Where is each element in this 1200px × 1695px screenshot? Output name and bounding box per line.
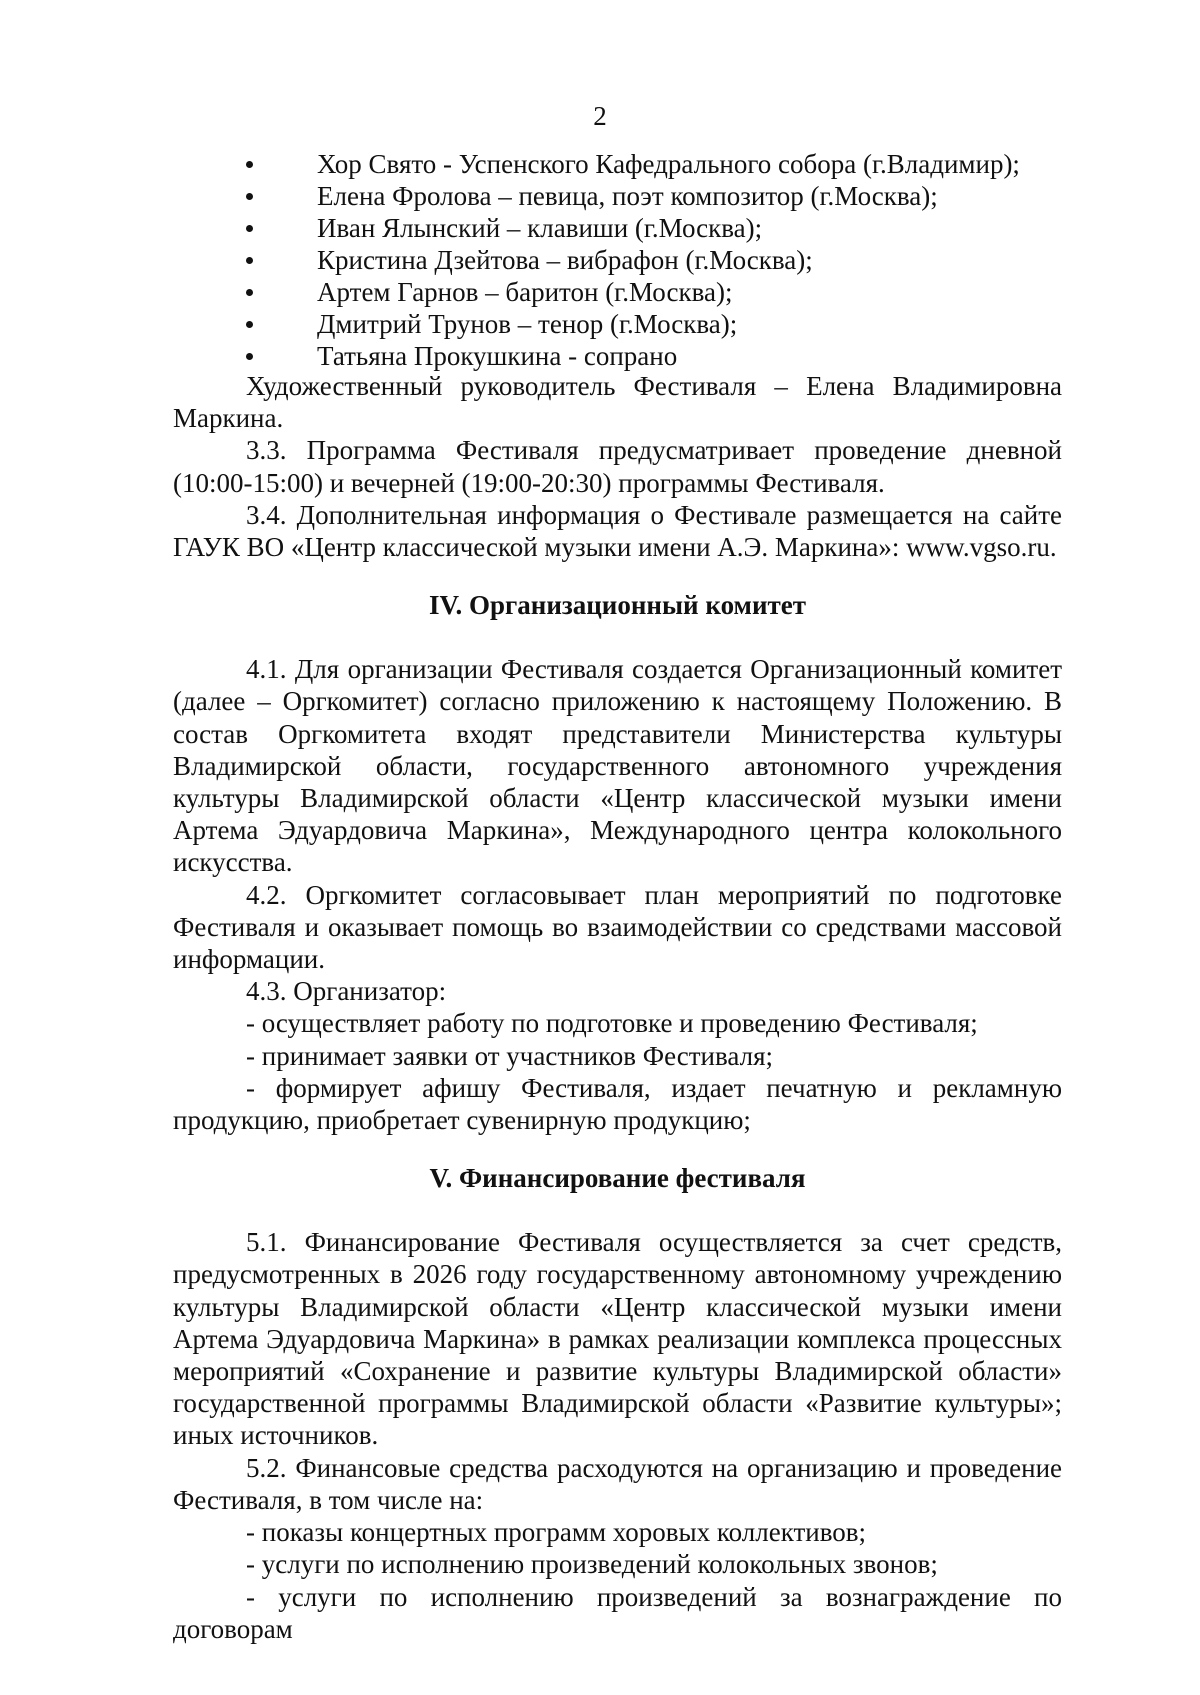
organizer-duty-item: - принимает заявки от участников Фестиваля;: [246, 1040, 774, 1071]
paragraph-3-3: 3.3. Программа Фестиваля предусматривает проведение дневной (10:00-15:00) и вечерней (19:00-20:30) программы Фестиваля.: [173, 435, 1062, 498]
expense-item: - услуги по исполнению произведений колокольных звонов;: [246, 1549, 938, 1580]
list-item: Татьяна Прокушкина - сопрано: [246, 340, 1066, 372]
paragraph-4-1: 4.1. Для организации Фестиваля создается Организационный комитет (далее – Оргкомитет) согласно приложению к настоящему Положению. В состав Оргкомитета входят представители Министерства культуры Владимирской области, государственного автономного учреждения культуры Владимирской области «Центр классической музыки имени Артема Эдуардовича Маркина», Международного центра колокольного искусства.: [173, 654, 1062, 878]
list-item: Иван Ялынский – клавиши (г.Москва);: [246, 212, 1066, 244]
bullet-icon: [246, 161, 253, 168]
list-item: Кристина Дзейтова – вибрафон (г.Москва);: [246, 244, 1066, 276]
bullet-icon: [246, 289, 253, 296]
paragraph-4-3: 4.3. Организатор:: [246, 976, 447, 1007]
page-number: 2: [593, 101, 607, 131]
organizer-duty-item: - формирует афишу Фестиваля, издает печатную и рекламную продукцию, приобретает сувенирную продукцию;: [173, 1072, 1062, 1136]
bullet-icon: [246, 353, 253, 360]
organizer-duty-item: - осуществляет работу по подготовке и проведению Фестиваля;: [246, 1008, 978, 1039]
paragraph-3-4: 3.4. Дополнительная информация о Фестивале размещается на сайте ГАУК ВО «Центр классической музыки имени А.Э. Маркина»: www.vgso.ru.: [173, 499, 1062, 563]
bullet-icon: [246, 257, 253, 264]
document-body: [173, 370, 1062, 1645]
bullet-icon: [246, 321, 253, 328]
bullet-icon: [246, 193, 253, 200]
paragraph-4-2: 4.2. Оргкомитет согласовывает план мероприятий по подготовке Фестиваля и оказывает помощь во взаимодействии со средствами массовой информации.: [173, 879, 1062, 975]
section-4-heading: IV. Организационный комитет: [428, 590, 807, 621]
participants-list: [246, 148, 1066, 372]
list-item: Дмитрий Трунов – тенор (г.Москва);: [246, 308, 1066, 340]
expense-item: - показы концертных программ хоровых коллективов;: [246, 1517, 867, 1548]
art-director-paragraph: Художественный руководитель Фестиваля – Елена Владимировна Маркина.: [173, 371, 1062, 434]
list-item: Артем Гарнов – баритон (г.Москва);: [246, 276, 1066, 308]
expense-item: - услуги по исполнению произведений за вознаграждение по договорам: [173, 1581, 1062, 1644]
paragraph-5-2: 5.2. Финансовые средства расходуются на организацию и проведение Фестиваля, в том числе на:: [173, 1452, 1062, 1515]
list-item: Хор Свято - Успенского Кафедрального собора (г.Владимир);: [246, 148, 1066, 180]
list-item: Елена Фролова – певица, поэт композитор (г.Москва);: [246, 180, 1066, 212]
section-5-heading: V. Финансирование фестиваля: [429, 1163, 806, 1194]
bullet-icon: [246, 225, 253, 232]
paragraph-5-1: 5.1. Финансирование Фестиваля осуществляется за счет средств, предусмотренных в 2026 году государственному автономному учреждению культуры Владимирской области «Центр классической музыки имени Артема Эдуардовича Маркина» в рамках реализации комплекса процессных мероприятий «Сохранение и развитие культуры Владимирской области» государственной программы Владимирской области «Развитие культуры»; иных источников.: [173, 1227, 1062, 1451]
